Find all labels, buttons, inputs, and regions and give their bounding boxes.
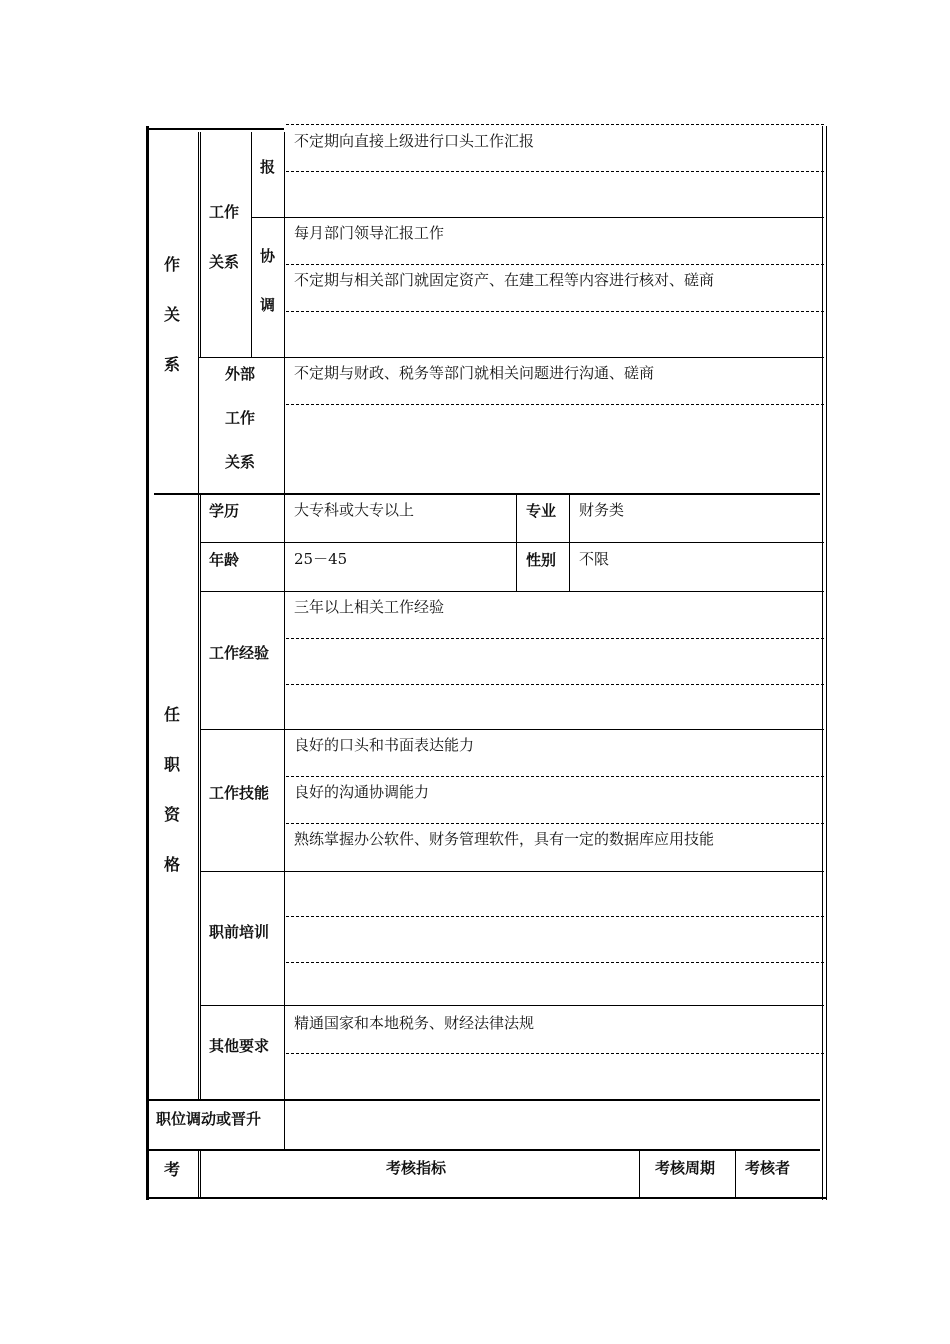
divider: [200, 871, 824, 872]
label-char: 作: [163, 255, 180, 274]
table-border-left: [146, 126, 149, 1200]
external-label-3: 关系: [225, 453, 256, 471]
divider: [198, 495, 199, 1100]
education-label: 学历: [209, 502, 240, 520]
education-value: 大专科或大专以上: [294, 501, 415, 519]
dashed-line: [286, 171, 824, 172]
label-char: 资: [163, 805, 180, 824]
report-label: 报: [260, 158, 276, 176]
gender-value: 不限: [579, 550, 610, 568]
promotion-label: 职位调动或晋升: [156, 1110, 262, 1128]
table-border-right: [826, 126, 827, 1200]
divider: [516, 495, 517, 592]
coordinate-line-2: 不定期与相关部门就固定资产、在建工程等内容进行核对、磋商: [294, 271, 715, 289]
label-char: 关: [163, 305, 180, 324]
dashed-line: [286, 823, 824, 824]
work-relations-label: [160, 240, 184, 390]
divider: [200, 1005, 824, 1006]
divider: [198, 357, 824, 358]
divider: [284, 1101, 285, 1150]
divider: [639, 1151, 640, 1198]
section-divider: [154, 493, 820, 495]
divider: [200, 132, 201, 358]
divider: [200, 495, 201, 1100]
label-char: 职: [163, 755, 180, 774]
skills-line-3: 熟练掌握办公软件、财务管理软件，具有一定的数据库应用技能: [294, 830, 715, 848]
section-divider: [146, 1099, 820, 1101]
divider: [284, 132, 285, 494]
label-char: 任: [163, 705, 180, 724]
divider: [200, 729, 824, 730]
dashed-line: [286, 916, 824, 917]
training-label: 职前培训: [209, 923, 270, 941]
dashed-line: [286, 684, 824, 685]
coordinate-label-2: 调: [260, 296, 276, 314]
divider: [251, 132, 252, 358]
assessment-label: 考: [164, 1160, 181, 1179]
dashed-line: [286, 311, 824, 312]
report-line-1: 不定期向直接上级进行口头工作汇报: [294, 132, 535, 150]
skills-label: 工作技能: [209, 784, 270, 802]
assessment-col-indicator: 考核指标: [386, 1159, 447, 1177]
dashed-line: [286, 1053, 824, 1054]
major-value: 财务类: [579, 501, 625, 519]
divider: [198, 1151, 199, 1198]
experience-line-1: 三年以上相关工作经验: [294, 598, 445, 616]
internal-relations-label-2: 关系: [209, 253, 240, 271]
qualifications-label: [160, 690, 184, 890]
assessment-col-period: 考核周期: [655, 1159, 716, 1177]
divider: [569, 495, 570, 592]
assessment-col-assessor: 考核者: [745, 1159, 791, 1177]
major-label: 专业: [526, 502, 557, 520]
table-top-border: [146, 128, 284, 130]
divider: [200, 542, 824, 543]
divider: [735, 1151, 736, 1198]
section-divider: [146, 1149, 820, 1151]
external-label-2: 工作: [225, 409, 256, 427]
experience-label: 工作经验: [209, 644, 270, 662]
dashed-line: [286, 638, 824, 639]
coordinate-label-1: 协: [260, 247, 276, 265]
dashed-line: [286, 962, 824, 963]
table-border-right-inner: [822, 126, 823, 1200]
dashed-line: [286, 264, 824, 265]
divider: [284, 495, 285, 1100]
external-label-1: 外部: [225, 365, 256, 383]
skills-line-1: 良好的口头和书面表达能力: [294, 736, 475, 754]
divider: [198, 132, 199, 494]
table-bottom-border: [146, 1197, 827, 1199]
coordinate-line-1: 每月部门领导汇报工作: [294, 224, 445, 242]
dashed-line: [286, 776, 824, 777]
divider: [251, 217, 824, 218]
dashed-line: [286, 404, 824, 405]
label-char: 系: [163, 355, 180, 374]
internal-relations-label-1: 工作: [209, 203, 240, 221]
gender-label: 性别: [526, 551, 557, 569]
age-value: 25－45: [294, 550, 348, 568]
external-line-1: 不定期与财政、税务等部门就相关问题进行沟通、磋商: [294, 364, 655, 382]
other-label: 其他要求: [209, 1037, 270, 1055]
divider: [200, 1151, 201, 1198]
other-line-1: 精通国家和本地税务、财经法律法规: [294, 1014, 535, 1032]
label-char: 格: [163, 855, 180, 874]
skills-line-2: 良好的沟通协调能力: [294, 783, 430, 801]
table-top-dashed: [286, 124, 824, 125]
divider: [200, 591, 824, 592]
age-label: 年龄: [209, 551, 240, 569]
